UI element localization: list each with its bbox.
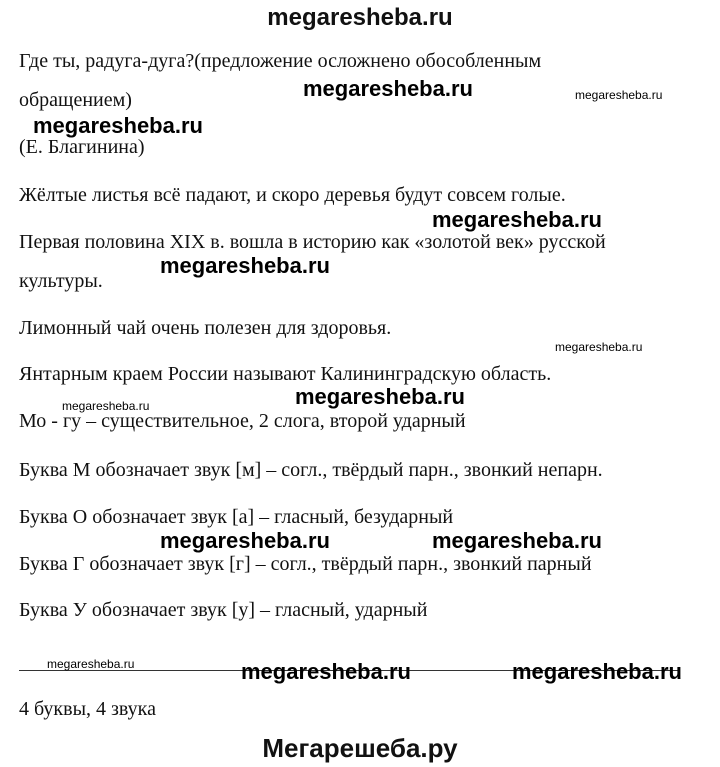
text-line-1: Где ты, радуга-дуга?(предложение осложнено обособленным bbox=[19, 50, 542, 72]
text-line-5: Первая половина XIX в. вошла в историю как «золотой век» русской bbox=[19, 231, 606, 253]
text-line-7: Лимонный чай очень полезен для здоровья. bbox=[19, 317, 392, 339]
text-line-3: (Е. Благинина) bbox=[19, 136, 145, 158]
text-line-12: Буква Г обозначает звук [г] – согл., твёрдый парн., звонкий парный bbox=[19, 553, 592, 575]
text-line-14: 4 буквы, 4 звука bbox=[19, 698, 156, 720]
header-watermark: megaresheba.ru bbox=[267, 4, 453, 31]
text-line-13: Буква У обозначает звук [у] – гласный, ударный bbox=[19, 599, 428, 621]
watermark: megaresheba.ru bbox=[160, 528, 330, 553]
watermark-small: megaresheba.ru bbox=[555, 340, 643, 354]
text-line-8: Янтарным краем России называют Калининградскую область. bbox=[19, 363, 552, 385]
text-line-11: Буква О обозначает звук [а] – гласный, безударный bbox=[19, 506, 454, 528]
watermark-small: megaresheba.ru bbox=[47, 657, 135, 671]
watermark: megaresheba.ru bbox=[241, 659, 411, 684]
watermark: megaresheba.ru bbox=[303, 76, 473, 101]
watermark: megaresheba.ru bbox=[512, 659, 682, 684]
text-line-2: обращением) bbox=[19, 89, 132, 111]
watermark-small: megaresheba.ru bbox=[62, 399, 150, 413]
watermark: megaresheba.ru bbox=[295, 384, 465, 409]
watermark: megaresheba.ru bbox=[33, 113, 203, 138]
text-line-9: Мо - гу – существительное, 2 слога, второй ударный bbox=[19, 410, 466, 432]
footer-watermark: Мегарешеба.ру bbox=[262, 733, 458, 763]
text-line-10: Буква М обозначает звук [м] – согл., твёрдый парн., звонкий непарн. bbox=[19, 459, 603, 481]
watermark: megaresheba.ru bbox=[432, 207, 602, 232]
text-line-6: культуры. bbox=[19, 270, 103, 292]
text-line-4: Жёлтые листья всё падают, и скоро деревья будут совсем голые. bbox=[19, 184, 566, 206]
watermark-small: megaresheba.ru bbox=[575, 88, 663, 102]
watermark: megaresheba.ru bbox=[432, 528, 602, 553]
watermark: megaresheba.ru bbox=[160, 253, 330, 278]
